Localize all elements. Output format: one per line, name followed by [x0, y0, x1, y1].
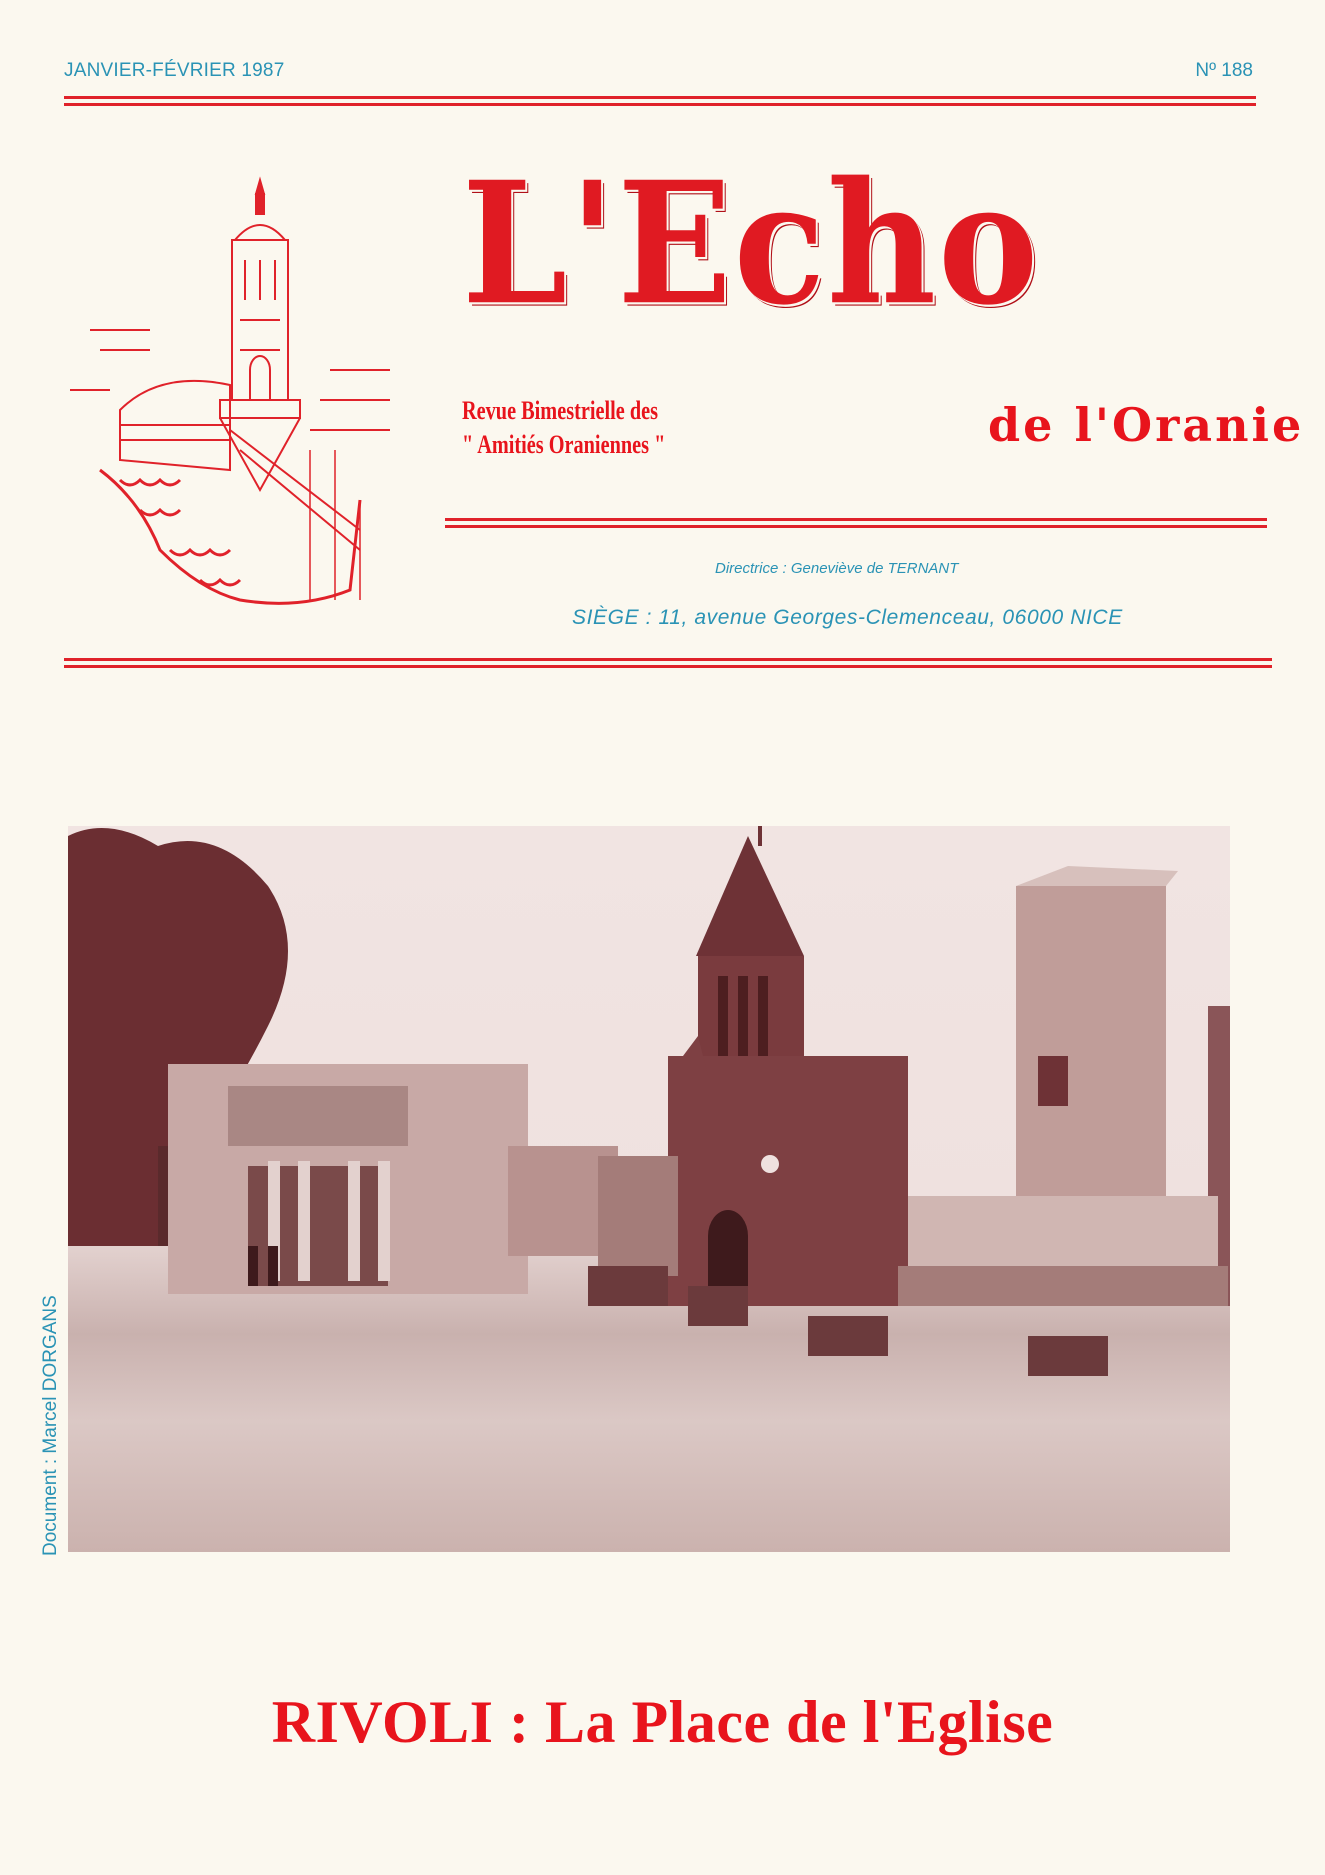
masthead-title-suffix: de l'Oranie [988, 398, 1305, 452]
subtitle-line-1: Revue Bimestrielle des [462, 396, 658, 425]
directrice-line: Directrice : Geneviève de TERNANT [715, 560, 959, 577]
address-line: SIÈGE : 11, avenue Georges-Clemenceau, 06000 NICE [572, 606, 1123, 629]
photo-credit: Document : Marcel DORGANS [40, 1295, 61, 1556]
masthead-title: L'Echo [462, 145, 1041, 343]
cover-caption: RIVOLI : La Place de l'Eglise [271, 1689, 1054, 1755]
double-rule-bottom [64, 658, 1272, 668]
masthead-subtitle [462, 394, 665, 462]
issue-date: JANVIER-FÉVRIER 1987 [64, 60, 285, 81]
double-rule-top [64, 96, 1256, 106]
double-rule-middle [445, 518, 1267, 528]
tower-engraving-icon [60, 170, 420, 620]
issue-number: Nº 188 [1195, 60, 1253, 81]
church-square-photo-icon [68, 826, 1230, 1552]
subtitle-line-2: " Amitiés Oraniennes " [462, 430, 666, 459]
cover-photo [68, 826, 1230, 1552]
